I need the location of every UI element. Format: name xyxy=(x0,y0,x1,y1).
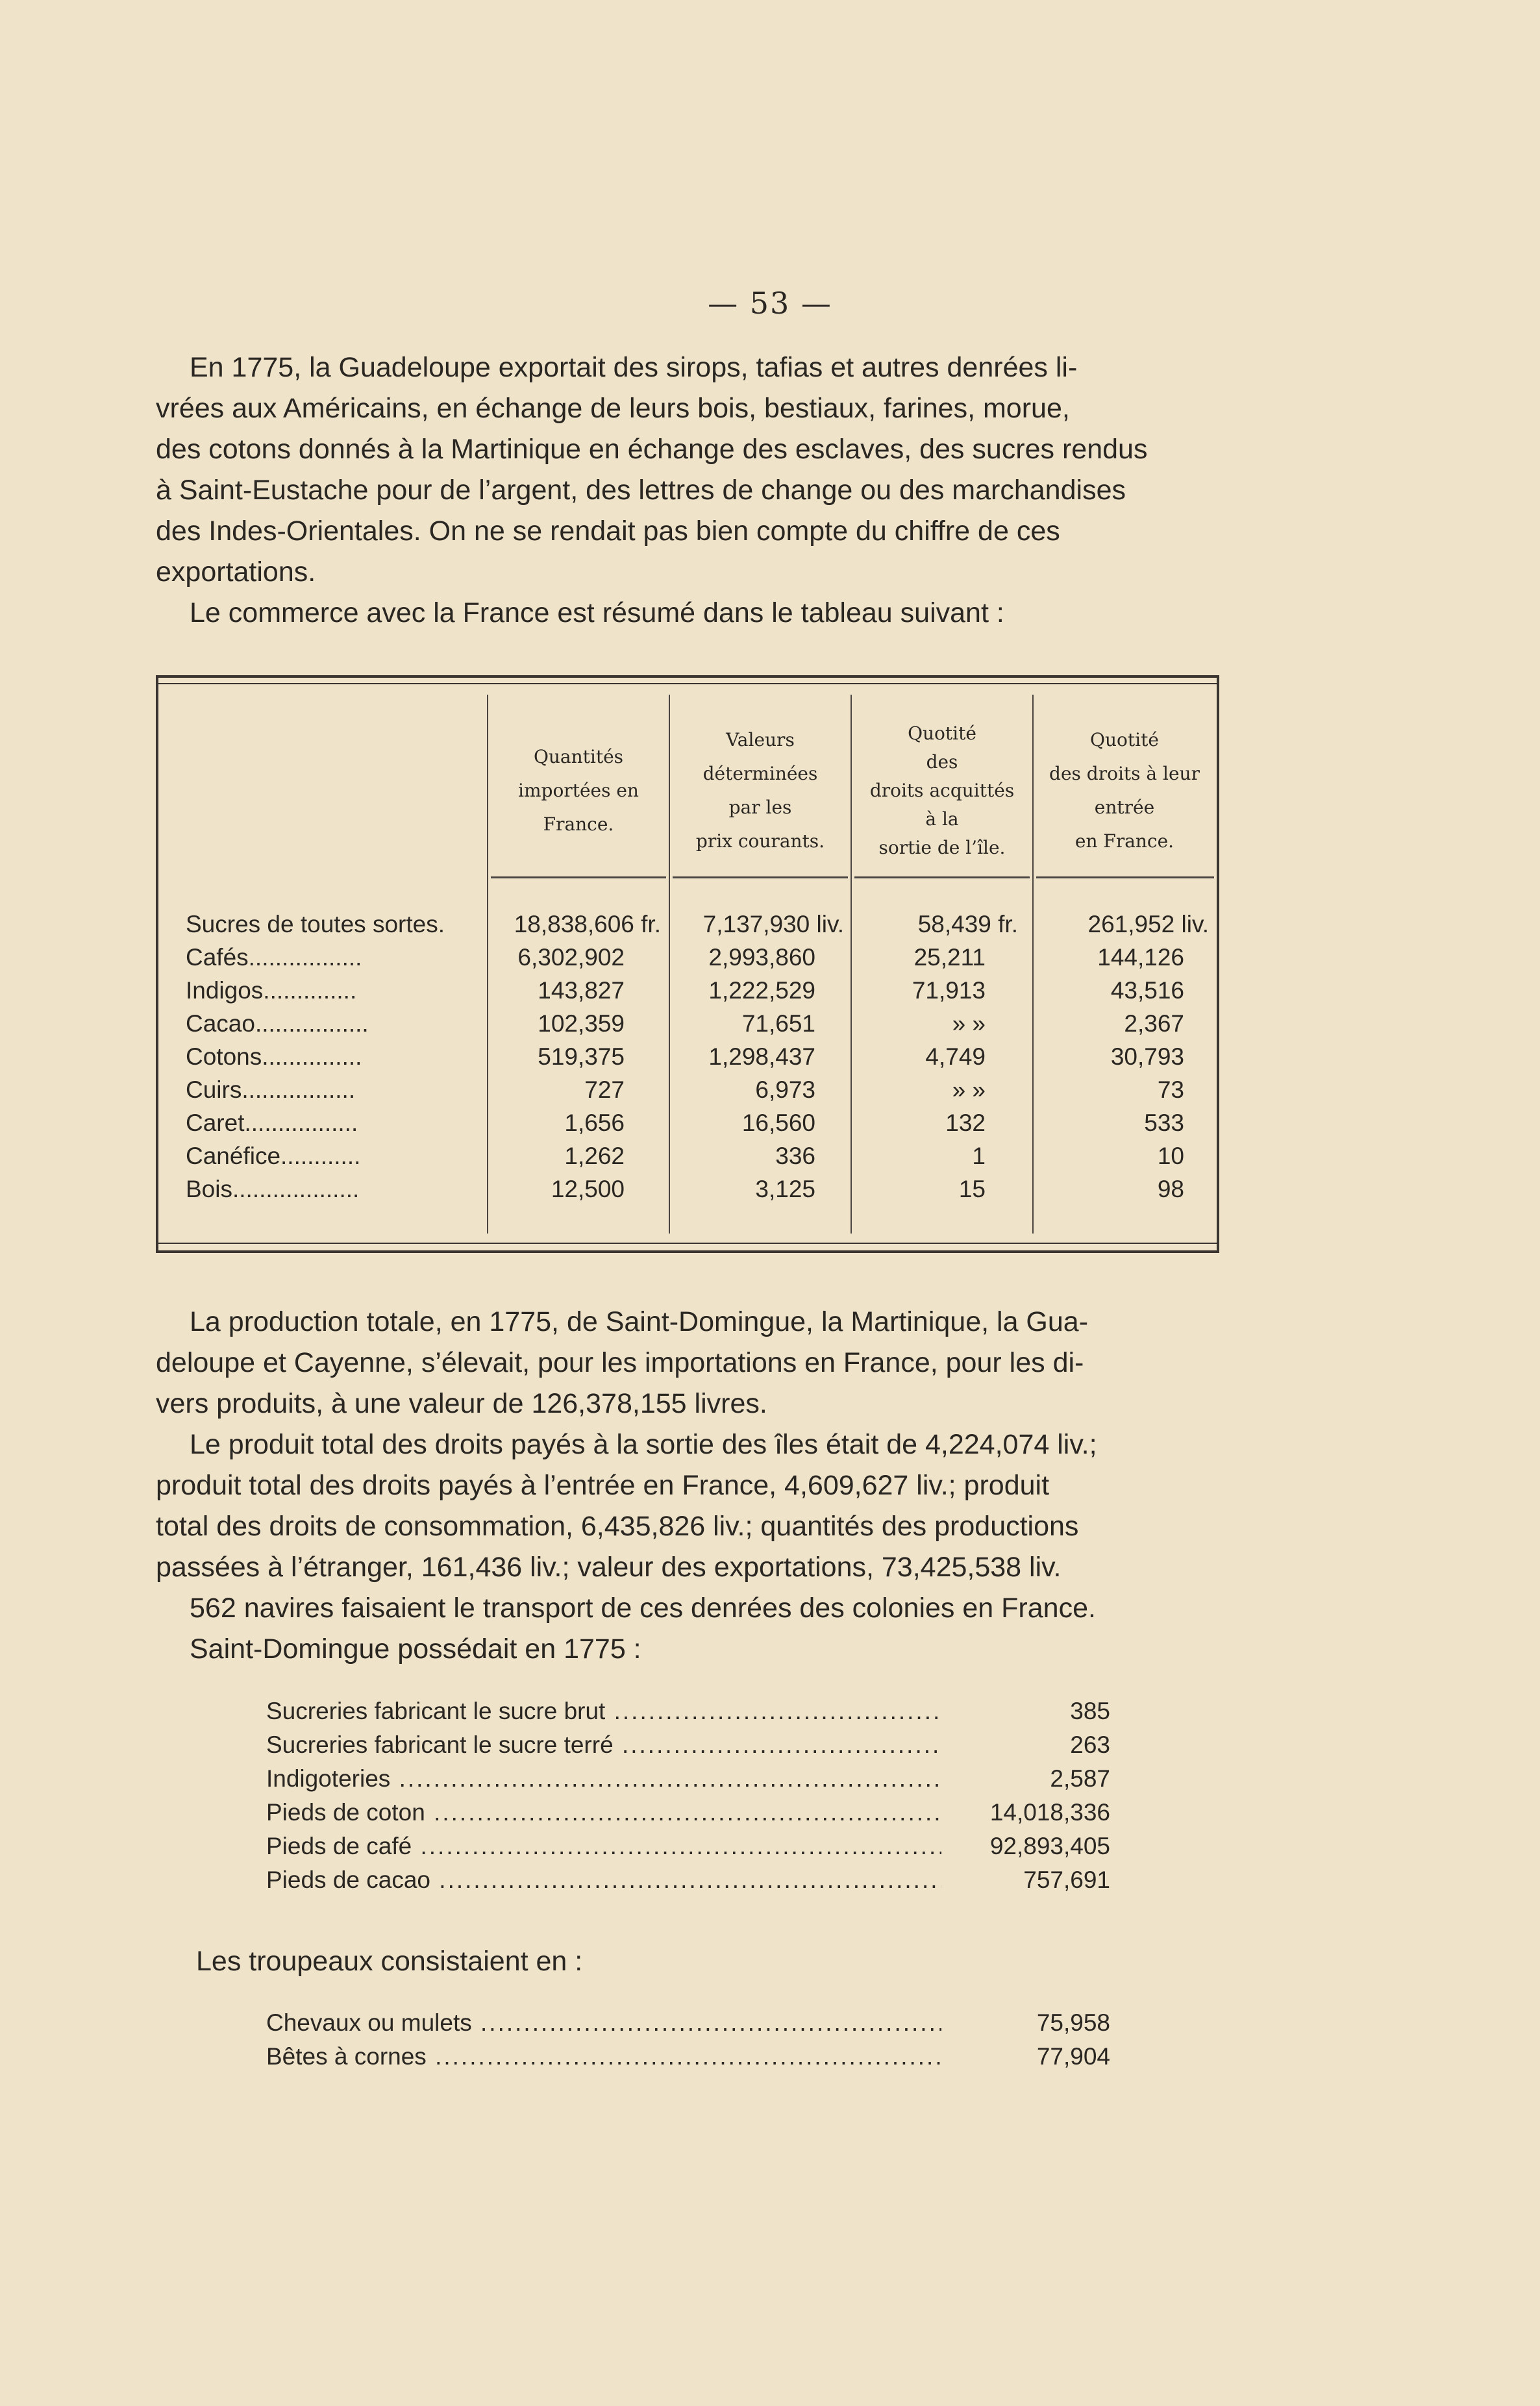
text-line: passées à l’étranger, 161,436 liv.; valeur des exportations, 73,425,538 liv. xyxy=(156,1552,1062,1583)
table-row: Cuirs................. 727 6,973 » » 73 xyxy=(186,1076,1184,1103)
list-item: Pieds de coton ..... 14,018,336 xyxy=(266,1796,1110,1829)
text-line: 562 navires faisaient le transport de ces denrées des colonies en France. xyxy=(190,1593,1096,1624)
commerce-table xyxy=(156,675,1219,1253)
text-line: des cotons donnés à la Martinique en échange des esclaves, des sucres rendus xyxy=(156,434,1148,465)
header-export-duties: Quotité des droits acquittés à la sortie de l’île. xyxy=(869,722,1015,858)
text-line: à Saint-Eustache pour de l’argent, des lettres de change ou des marchandises xyxy=(156,475,1126,506)
list-item: Bêtes à cornes ..... 77,904 xyxy=(266,2040,1110,2074)
text-line: Le produit total des droits payés à la sortie des îles était de 4,224,074 liv.; xyxy=(190,1429,1097,1460)
table-rule xyxy=(158,1250,1217,1253)
table-rule xyxy=(158,1243,1217,1244)
text-line: total des droits de consommation, 6,435,826 liv.; quantités des productions xyxy=(156,1511,1079,1542)
list-item: Pieds de café ..... 92,893,405 xyxy=(266,1829,1110,1863)
herds-intro xyxy=(156,1941,1221,1982)
header-values: Valeurs déterminées par les prix courants. xyxy=(695,728,825,852)
intro-paragraph xyxy=(156,347,1221,634)
table-row: Cacao................. 102,359 71,651 » » 2,367 xyxy=(186,1010,1184,1037)
header-underline xyxy=(673,876,848,878)
table-rule xyxy=(158,675,1217,678)
header-quantities: Quantités importées en France. xyxy=(518,745,639,835)
table-rule xyxy=(158,683,1217,684)
text-line: vers produits, à une valeur de 126,378,155 livres. xyxy=(156,1388,767,1419)
header-import-duties: Quotité des droits à leur entrée en France. xyxy=(1049,728,1200,852)
text-line: deloupe et Cayenne, s’élevait, pour les importations en France, pour les di- xyxy=(156,1347,1084,1378)
list-item: Sucreries fabricant le sucre brut ..... 385 xyxy=(266,1694,1110,1728)
text-line: Le commerce avec la France est résumé dans le tableau suivant : xyxy=(190,597,1004,628)
table-row: Indigos.............. 143,827 1,222,529 71,913 43,516 xyxy=(186,977,1184,1004)
page-number: — 53 — xyxy=(708,286,832,321)
list-item: Sucreries fabricant le sucre terré ..... 263 xyxy=(266,1728,1110,1762)
table-row: Sucres de toutes sortes. 18,838,606 fr. 7,137,930 liv. 58,439 fr. 261,952 liv. xyxy=(186,911,1209,937)
text-line: des Indes-Orientales. On ne se rendait pas bien compte du chiffre de ces xyxy=(156,515,1060,547)
list-item: Chevaux ou mulets ..... 75,958 xyxy=(266,2006,1110,2040)
table-row: Cotons............... 519,375 1,298,437 4,749 30,793 xyxy=(186,1043,1184,1070)
text-line: Les troupeaux consistaient en : xyxy=(196,1946,583,1977)
table-row: Bois................... 12,500 3,125 15 98 xyxy=(186,1176,1184,1202)
table-row: Cafés................. 6,302,902 2,993,860 25,211 144,126 xyxy=(186,944,1184,971)
header-underline xyxy=(854,876,1030,878)
text-line: produit total des droits payés à l’entrée en France, 4,609,627 liv.; produit xyxy=(156,1470,1050,1501)
table-row: Canéfice............ 1,262 336 1 10 xyxy=(186,1143,1184,1169)
text-line: La production totale, en 1775, de Saint-Domingue, la Martinique, la Gua- xyxy=(190,1306,1089,1337)
list-item: Indigoteries ..... 2,587 xyxy=(266,1762,1110,1796)
table-row: Caret................. 1,656 16,560 132 533 xyxy=(186,1110,1184,1136)
production-paragraph xyxy=(156,1302,1221,1670)
header-underline xyxy=(491,876,666,878)
header-underline xyxy=(1036,876,1214,878)
text-line: vrées aux Américains, en échange de leurs bois, bestiaux, farines, morue, xyxy=(156,393,1070,424)
text-line: Saint-Domingue possédait en 1775 : xyxy=(190,1633,641,1665)
text-line: exportations. xyxy=(156,556,316,588)
text-line: En 1775, la Guadeloupe exportait des sirops, tafias et autres denrées li- xyxy=(190,352,1078,383)
list-item: Pieds de cacao ..... 757,691 xyxy=(266,1863,1110,1897)
